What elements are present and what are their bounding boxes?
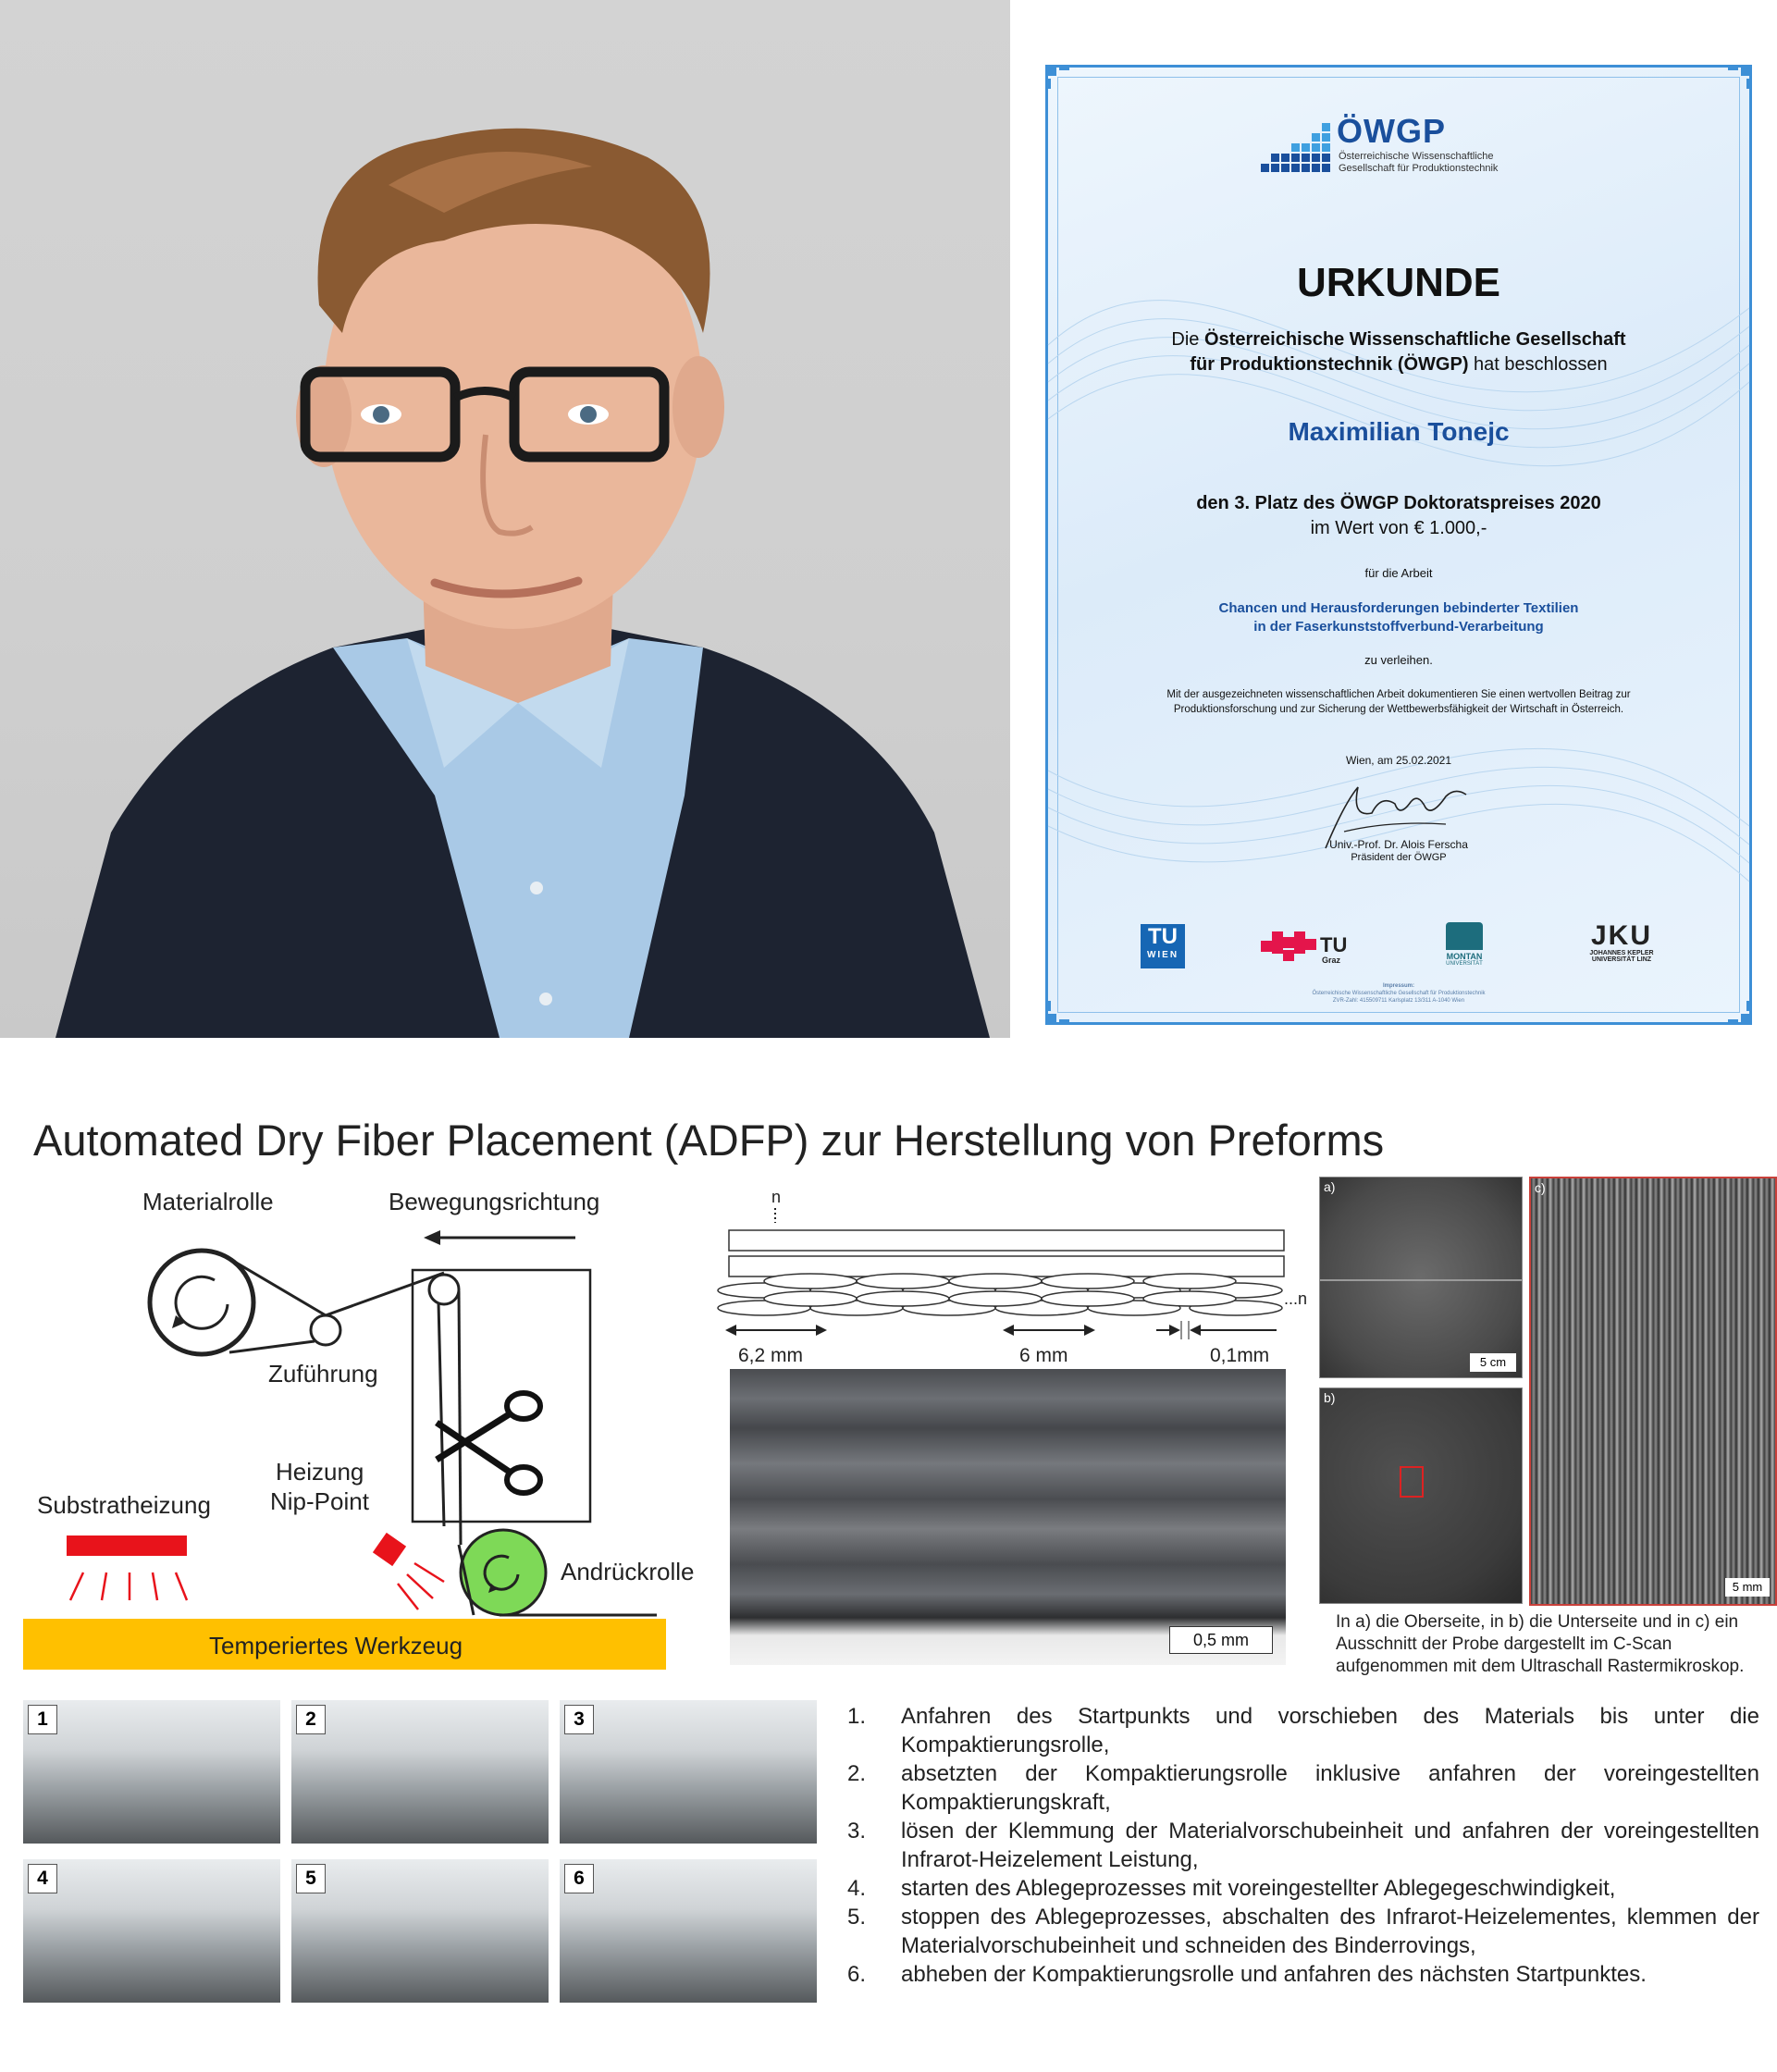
owgp-logo-text: ÖWGP [1337, 112, 1446, 150]
award-value: im Wert von € 1.000,- [1310, 518, 1487, 538]
owgp-logo-mark [1261, 112, 1335, 177]
cscan-detail [1529, 1177, 1777, 1606]
imprint: Impressum: [1382, 983, 1414, 989]
jku-logo: JKU JOHANNES KEPLER UNIVERSITÄT LINZ [1589, 920, 1654, 963]
layer-count-right: ...n [1284, 1289, 1308, 1308]
signatory-name: Univ.-Prof. Dr. Alois Ferscha [1329, 838, 1468, 851]
layup-panel [722, 1186, 1308, 1685]
tu-graz-logo-mark [1261, 931, 1326, 963]
step-photo-5 [291, 1859, 549, 2003]
owgp-logo-subtitle: Österreichische Wissenschaftliche [1339, 151, 1494, 162]
certificate-intro-line-2: für Produktionstechnik (ÖWGP) hat beschlossen [1190, 354, 1608, 375]
thesis-title-line-1: Chancen und Herausforderungen bebinderter Textilien [1218, 600, 1579, 616]
cscan-scale-a: 5 cm [1470, 1353, 1516, 1372]
certificate-heading: URKUNDE [1297, 260, 1500, 305]
process-step: 3. lösen der Klemmung der Materialvorschubeinheit und anfahren der voreingestellten Infrarot-Heizelement Leistung, [847, 1819, 1759, 1872]
owgp-logo-subtitle: Gesellschaft für Produktionstechnik [1339, 163, 1499, 174]
label-materialrolle: Materialrolle [142, 1188, 274, 1215]
dim-0-1mm: 0,1mm [1210, 1345, 1270, 1366]
place-date: Wien, am 25.02.2021 [1345, 754, 1452, 767]
step-photo-6 [560, 1859, 817, 2003]
cscan-panel [1319, 1177, 1776, 1691]
montanuni-logo: MONTAN UNIVERSITÄT [1437, 922, 1492, 972]
process-step: 4. starten des Ablegeprozesses mit voreingestellter Ablegegeschwindigkeit, [847, 1876, 1616, 1901]
tu-graz-logo-text: TU [1320, 933, 1348, 956]
dim-6mm: 6 mm [1019, 1345, 1068, 1366]
certificate-intro-line-1: Die Österreichische Wissenschaftliche Gesellschaft [1171, 329, 1626, 350]
cscan-top-side [1319, 1177, 1523, 1378]
process-step: 2. absetzten der Kompaktierungsrolle inklusive anfahren der voreingestellten Kompaktierungskraft, [847, 1761, 1759, 1815]
imprint: ZVR-Zahl: 415509711 Karlsplatz 13/311 A-1040 Wien [1332, 998, 1465, 1004]
micrograph-image [730, 1369, 1286, 1665]
layup-schematic [722, 1186, 1308, 1371]
for-work-label: für die Arbeit [1364, 566, 1433, 580]
cscan-label-b: b) [1324, 1390, 1336, 1405]
step-photo-number: 4 [28, 1864, 57, 1893]
step-photo-number: 5 [296, 1864, 326, 1893]
step-photo-number: 6 [564, 1864, 594, 1893]
owgp-logo [1261, 112, 1538, 177]
label-nip-point: Nip-Point [270, 1487, 369, 1515]
label-werkzeug: Temperiertes Werkzeug [209, 1632, 463, 1659]
thesis-title-line-2: in der Faserkunststoffverbund-Verarbeitung [1253, 619, 1544, 635]
tu-graz-logo-subtext: Graz [1322, 956, 1341, 965]
dim-6-2mm: 6,2 mm [738, 1345, 804, 1366]
schematic-drawing [0, 1175, 685, 1688]
label-heizung: Heizung [276, 1458, 364, 1486]
confer-text: zu verleihen. [1364, 653, 1433, 667]
signatory-role: Präsident der ÖWGP [1351, 852, 1447, 863]
adfp-schematic [0, 1175, 695, 1688]
step-photo-2 [291, 1700, 549, 1844]
layer-count-label: n [771, 1188, 782, 1206]
step-photo-1 [23, 1700, 280, 1844]
cscan-scale-c: 5 mm [1725, 1578, 1770, 1597]
imprint: Österreichische Wissenschaftliche Gesellschaft für Produktionstechnik [1312, 991, 1486, 996]
step-photo-4 [23, 1859, 280, 2003]
recipient-name: Maximilian Tonejc [1288, 417, 1510, 446]
label-andrueckrolle: Andrückrolle [561, 1558, 695, 1585]
micrograph-scale-bar: 0,5 mm [1169, 1626, 1273, 1654]
label-substratheizung: Substratheizung [37, 1491, 211, 1519]
step-photo-number: 2 [296, 1705, 326, 1734]
statement-line-1: Mit der ausgezeichneten wissenschaftlichen Arbeit dokumentieren Sie einen wertvollen Beitrag zur [1166, 689, 1631, 700]
award-title: den 3. Platz des ÖWGP Doktoratspreises 2020 [1196, 493, 1601, 513]
label-zufuehrung: Zuführung [268, 1360, 378, 1388]
step-photo-number: 1 [28, 1705, 57, 1734]
cscan-roi-marker [1400, 1466, 1424, 1498]
label-bewegungsrichtung: Bewegungsrichtung [389, 1188, 600, 1215]
tu-graz-logo [1261, 928, 1372, 968]
process-steps-list [844, 1702, 1759, 1989]
guilloche-pattern [1048, 68, 1749, 1022]
step-photo-number: 3 [564, 1705, 594, 1734]
cscan-label-a: a) [1324, 1179, 1336, 1194]
process-step: 1. Anfahren des Startpunkts und vorschieben des Materials bis unter die Kompaktierungsrolle, [847, 1704, 1759, 1758]
step-photo-3 [560, 1700, 817, 1844]
process-step: 6. abheben der Kompaktierungsrolle und anfahren des nächsten Startpunktes. [847, 1962, 1647, 1987]
statement-line-2: Produktionsforschung und zur Sicherung der Wettbewerbsfähigkeit der Wirtschaft in Österreich. [1173, 704, 1624, 715]
tu-wien-logo: TU WIEN [1141, 924, 1185, 968]
corner-ornament [1727, 66, 1751, 90]
cscan-label-c: c) [1535, 1180, 1546, 1195]
person-illustration [0, 0, 1010, 1038]
cscan-caption: In a) die Oberseite, in b) die Unterseite und in c) ein Ausschnitt der Probe dargestellt im C-Scan aufgenommen mit dem Ultraschall Rastermikroskop. [1336, 1612, 1745, 1676]
cscan-bottom-side [1319, 1388, 1523, 1604]
adfp-title: Automated Dry Fiber Placement (ADFP) zur Herstellung von Preforms [33, 1116, 1385, 1165]
award-certificate [1045, 65, 1752, 1025]
portrait-photo [0, 0, 1010, 1038]
corner-ornament [1046, 66, 1070, 90]
process-step: 5. stoppen des Ablegeprozesses, abschalten des Infrarot-Heizelementes, klemmen der Materialvorschubeinheit und schneiden des Binderrovings, [847, 1905, 1759, 1958]
